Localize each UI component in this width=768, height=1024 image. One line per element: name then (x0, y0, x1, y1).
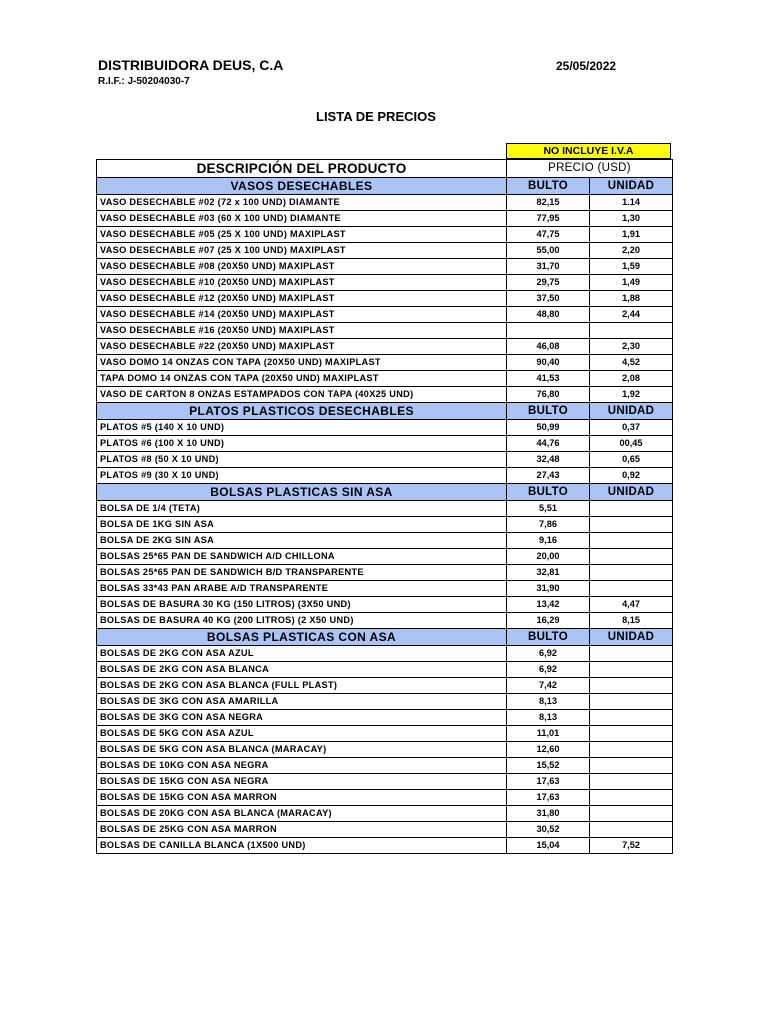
table-row (97, 371, 673, 387)
price-unidad (590, 822, 673, 838)
table-row (97, 323, 673, 339)
table-row (97, 211, 673, 227)
product-description: BOLSAS DE 3KG CON ASA NEGRA (97, 710, 507, 726)
product-description: PLATOS #6 (100 X 10 UND) (97, 436, 507, 452)
table-row (97, 646, 673, 662)
price-unidad: 1,92 (590, 387, 673, 403)
product-description: PLATOS #5 (140 X 10 UND) (97, 420, 507, 436)
price-table (96, 159, 673, 854)
price-bulto: 76,80 (507, 387, 590, 403)
table-row (97, 726, 673, 742)
price-unidad (590, 517, 673, 533)
table-row (97, 243, 673, 259)
price-bulto: 9,16 (507, 533, 590, 549)
product-description: BOLSA DE 1/4 (TETA) (97, 501, 507, 517)
iva-note: NO INCLUYE I.V.A (506, 143, 671, 159)
description-header: DESCRIPCIÓN DEL PRODUCTO (97, 160, 507, 178)
section-bulto-header: BULTO (507, 178, 590, 195)
section-bulto-header: BULTO (507, 403, 590, 420)
table-row (97, 436, 673, 452)
price-bulto: 82,15 (507, 195, 590, 211)
table-row (97, 678, 673, 694)
product-description: VASO DESECHABLE #14 (20X50 UND) MAXIPLAST (97, 307, 507, 323)
price-bulto: 16,29 (507, 613, 590, 629)
table-row (97, 355, 673, 371)
table-row (97, 468, 673, 484)
price-bulto: 41,53 (507, 371, 590, 387)
price-bulto: 12,60 (507, 742, 590, 758)
table-row (97, 517, 673, 533)
section-title: BOLSAS PLASTICAS CON ASA (97, 629, 507, 646)
price-bulto: 7,86 (507, 517, 590, 533)
product-description: BOLSAS DE 5KG CON ASA BLANCA (MARACAY) (97, 742, 507, 758)
product-description: BOLSAS DE 3KG CON ASA AMARILLA (97, 694, 507, 710)
table-row (97, 565, 673, 581)
section-header-row (97, 484, 673, 501)
price-bulto: 6,92 (507, 646, 590, 662)
price-unidad: 2,20 (590, 243, 673, 259)
section-title: VASOS DESECHABLES (97, 178, 507, 195)
section-header-row (97, 403, 673, 420)
section-bulto-header: BULTO (507, 484, 590, 501)
section-header-row (97, 178, 673, 195)
price-unidad (590, 678, 673, 694)
table-row (97, 742, 673, 758)
price-unidad (590, 581, 673, 597)
price-unidad: 2,30 (590, 339, 673, 355)
section-header-row (97, 629, 673, 646)
table-row (97, 597, 673, 613)
price-bulto: 15,52 (507, 758, 590, 774)
price-bulto: 37,50 (507, 291, 590, 307)
section-title: BOLSAS PLASTICAS SIN ASA (97, 484, 507, 501)
price-unidad: 2,44 (590, 307, 673, 323)
company-name: DISTRIBUIDORA DEUS, C.A (98, 57, 284, 73)
price-bulto: 13,42 (507, 597, 590, 613)
price-unidad: 1,30 (590, 211, 673, 227)
company-rif: R.I.F.: J-50204030-7 (98, 76, 190, 87)
price-unidad: 1.14 (590, 195, 673, 211)
section-title: PLATOS PLASTICOS DESECHABLES (97, 403, 507, 420)
price-unidad (590, 790, 673, 806)
table-row (97, 613, 673, 629)
price-unidad (590, 758, 673, 774)
price-unidad (590, 694, 673, 710)
product-description: BOLSA DE 1KG SIN ASA (97, 517, 507, 533)
price-bulto: 27,43 (507, 468, 590, 484)
product-description: BOLSAS 25*65 PAN DE SANDWICH A/D CHILLONA (97, 549, 507, 565)
price-unidad: 2,08 (590, 371, 673, 387)
price-unidad (590, 501, 673, 517)
product-description: BOLSAS DE BASURA 30 KG (150 LITROS) (3X50 UND) (97, 597, 507, 613)
product-description: BOLSAS DE 2KG CON ASA BLANCA (FULL PLAST) (97, 678, 507, 694)
price-unidad (590, 533, 673, 549)
product-description: VASO DESECHABLE #12 (20X50 UND) MAXIPLAST (97, 291, 507, 307)
table-row (97, 275, 673, 291)
table-header-row (97, 160, 673, 178)
price-unidad (590, 565, 673, 581)
product-description: PLATOS #8 (50 X 10 UND) (97, 452, 507, 468)
price-bulto: 55,00 (507, 243, 590, 259)
product-description: BOLSAS DE 20KG CON ASA BLANCA (MARACAY) (97, 806, 507, 822)
product-description: BOLSAS DE BASURA 40 KG (200 LITROS) (2 X50 UND) (97, 613, 507, 629)
price-bulto: 31,90 (507, 581, 590, 597)
price-bulto: 90,40 (507, 355, 590, 371)
table-row (97, 822, 673, 838)
product-description: BOLSAS DE 2KG CON ASA AZUL (97, 646, 507, 662)
table-row (97, 549, 673, 565)
table-row (97, 387, 673, 403)
price-unidad (590, 726, 673, 742)
document-title: LISTA DE PRECIOS (316, 109, 436, 124)
section-bulto-header: BULTO (507, 629, 590, 646)
price-bulto: 44,76 (507, 436, 590, 452)
price-unidad (590, 323, 673, 339)
table-row (97, 662, 673, 678)
price-unidad: 00,45 (590, 436, 673, 452)
price-bulto: 5,51 (507, 501, 590, 517)
price-bulto: 20,00 (507, 549, 590, 565)
price-bulto: 48,80 (507, 307, 590, 323)
table-row (97, 806, 673, 822)
price-unidad (590, 774, 673, 790)
table-row (97, 420, 673, 436)
product-description: BOLSA DE 2KG SIN ASA (97, 533, 507, 549)
price-unidad: 0,37 (590, 420, 673, 436)
table-row (97, 694, 673, 710)
product-description: BOLSAS 25*65 PAN DE SANDWICH B/D TRANSPARENTE (97, 565, 507, 581)
price-unidad: 0,92 (590, 468, 673, 484)
table-row (97, 533, 673, 549)
price-unidad (590, 806, 673, 822)
price-bulto: 50,99 (507, 420, 590, 436)
price-bulto: 11,01 (507, 726, 590, 742)
price-unidad (590, 549, 673, 565)
table-row (97, 774, 673, 790)
price-unidad (590, 710, 673, 726)
product-description: VASO DESECHABLE #03 (60 X 100 UND) DIAMANTE (97, 211, 507, 227)
product-description: BOLSAS DE 25KG CON ASA MARRON (97, 822, 507, 838)
price-bulto: 6,92 (507, 662, 590, 678)
price-bulto: 8,13 (507, 710, 590, 726)
price-unidad: 1,59 (590, 259, 673, 275)
product-description: BOLSAS DE 15KG CON ASA MARRON (97, 790, 507, 806)
price-bulto: 32,48 (507, 452, 590, 468)
price-bulto: 8,13 (507, 694, 590, 710)
table-row (97, 790, 673, 806)
price-bulto: 47,75 (507, 227, 590, 243)
product-description: VASO DESECHABLE #05 (25 X 100 UND) MAXIPLAST (97, 227, 507, 243)
price-bulto: 29,75 (507, 275, 590, 291)
table-row (97, 307, 673, 323)
price-bulto: 30,52 (507, 822, 590, 838)
table-row (97, 227, 673, 243)
price-unidad: 8,15 (590, 613, 673, 629)
table-row (97, 758, 673, 774)
product-description: BOLSAS DE 5KG CON ASA AZUL (97, 726, 507, 742)
price-bulto: 17,63 (507, 774, 590, 790)
price-bulto: 17,63 (507, 790, 590, 806)
table-row (97, 501, 673, 517)
product-description: BOLSAS DE CANILLA BLANCA (1X500 UND) (97, 838, 507, 854)
product-description: TAPA DOMO 14 ONZAS CON TAPA (20X50 UND) MAXIPLAST (97, 371, 507, 387)
product-description: PLATOS #9 (30 X 10 UND) (97, 468, 507, 484)
table-row (97, 710, 673, 726)
price-unidad (590, 662, 673, 678)
table-row (97, 581, 673, 597)
price-bulto: 46,08 (507, 339, 590, 355)
product-description: BOLSAS DE 2KG CON ASA BLANCA (97, 662, 507, 678)
price-unidad: 1,88 (590, 291, 673, 307)
price-unidad: 0,65 (590, 452, 673, 468)
price-unidad: 1,91 (590, 227, 673, 243)
document-date: 25/05/2022 (556, 59, 617, 73)
product-description: VASO DESECHABLE #02 (72 x 100 UND) DIAMANTE (97, 195, 507, 211)
price-unidad (590, 742, 673, 758)
price-unidad: 4,52 (590, 355, 673, 371)
section-unidad-header: UNIDAD (590, 403, 673, 420)
price-bulto (507, 323, 590, 339)
product-description: BOLSAS 33*43 PAN ARABE A/D TRANSPARENTE (97, 581, 507, 597)
table-row (97, 452, 673, 468)
product-description: VASO DESECHABLE #08 (20X50 UND) MAXIPLAST (97, 259, 507, 275)
price-unidad: 7,52 (590, 838, 673, 854)
table-row (97, 339, 673, 355)
section-unidad-header: UNIDAD (590, 629, 673, 646)
product-description: VASO DOMO 14 ONZAS CON TAPA (20X50 UND) MAXIPLAST (97, 355, 507, 371)
product-description: VASO DESECHABLE #10 (20X50 UND) MAXIPLAST (97, 275, 507, 291)
section-unidad-header: UNIDAD (590, 178, 673, 195)
price-bulto: 7,42 (507, 678, 590, 694)
price-bulto: 77,95 (507, 211, 590, 227)
table-row (97, 195, 673, 211)
table-row (97, 291, 673, 307)
price-unidad: 4,47 (590, 597, 673, 613)
price-unidad (590, 646, 673, 662)
product-description: VASO DE CARTON 8 ONZAS ESTAMPADOS CON TAPA (40X25 UND) (97, 387, 507, 403)
product-description: VASO DESECHABLE #16 (20X50 UND) MAXIPLAST (97, 323, 507, 339)
price-bulto: 15,04 (507, 838, 590, 854)
price-bulto: 32,81 (507, 565, 590, 581)
price-header: PRECIO (USD) (507, 160, 673, 178)
product-description: BOLSAS DE 15KG CON ASA NEGRA (97, 774, 507, 790)
table-row (97, 259, 673, 275)
section-unidad-header: UNIDAD (590, 484, 673, 501)
price-unidad: 1,49 (590, 275, 673, 291)
product-description: BOLSAS DE 10KG CON ASA NEGRA (97, 758, 507, 774)
product-description: VASO DESECHABLE #07 (25 X 100 UND) MAXIPLAST (97, 243, 507, 259)
price-bulto: 31,80 (507, 806, 590, 822)
product-description: VASO DESECHABLE #22 (20X50 UND) MAXIPLAST (97, 339, 507, 355)
price-bulto: 31,70 (507, 259, 590, 275)
table-row (97, 838, 673, 854)
